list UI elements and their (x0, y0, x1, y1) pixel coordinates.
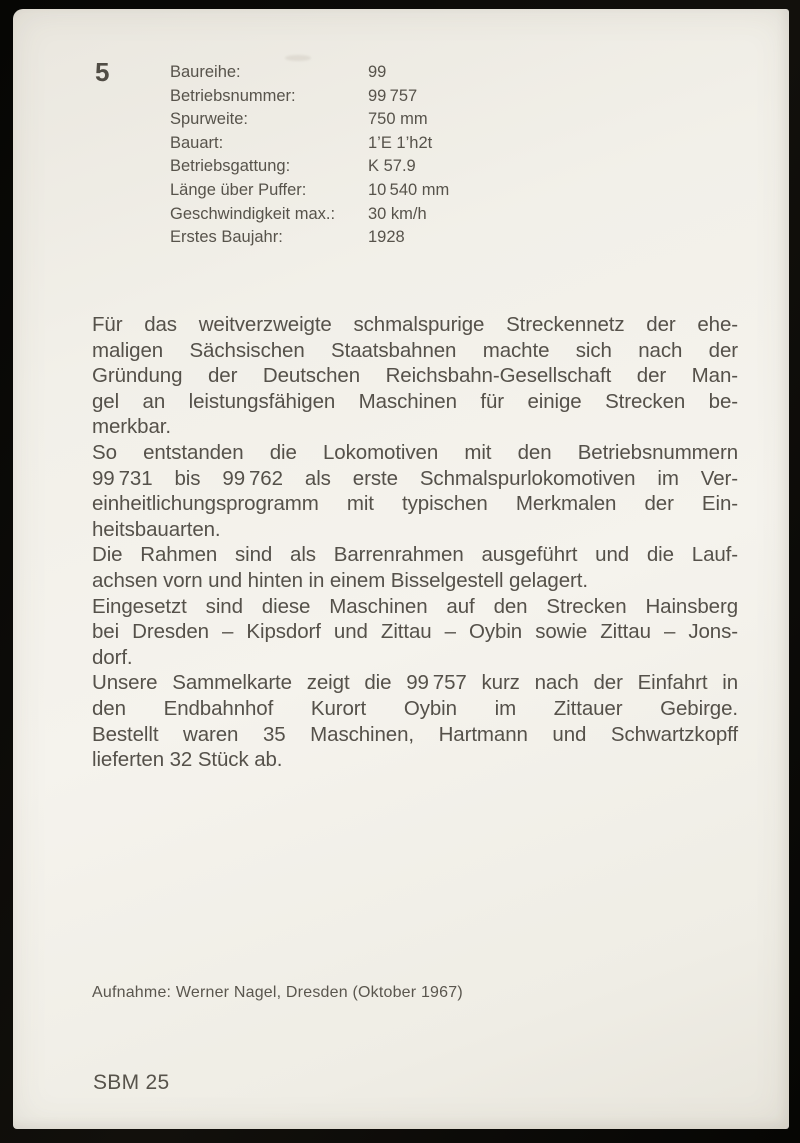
spec-label: Erstes Baujahr: (170, 228, 283, 247)
text-line: Für das weitverzweigte schmalspurige Streckennetz der ehe- (92, 313, 738, 336)
paragraph (92, 312, 738, 440)
spec-row (170, 226, 600, 250)
text-line: bei Dresden – Kipsdorf und Zittau – Oybin sowie Zittau – Jons- (92, 620, 738, 644)
paragraph (92, 440, 738, 542)
spec-label: Geschwindigkeit max.: (170, 204, 336, 223)
spec-row (170, 155, 600, 179)
text-line: maligen Sächsischen Staatsbahnen machte sich nach der (92, 338, 738, 362)
text-line: heitsbauarten. (92, 517, 221, 541)
paragraph (92, 542, 738, 593)
spec-row (170, 132, 600, 156)
spec-value: 1’E 1’h2t (368, 133, 433, 152)
spec-table (170, 61, 600, 250)
spec-label: Baureihe: (170, 63, 241, 81)
spec-value: 1928 (368, 228, 405, 247)
collector-card-back (13, 9, 789, 1129)
spec-value: 30 km/h (368, 204, 427, 223)
text-line: merkbar. (92, 415, 171, 439)
text-line: lieferten 32 Stück ab. (92, 748, 283, 772)
spec-label: Spurweite: (170, 110, 248, 129)
photo-credit: Aufnahme: Werner Nagel, Dresden (Oktober 1967) (92, 984, 463, 1001)
text-line: Gründung der Deutschen Reichsbahn-Gesellschaft der Man- (92, 364, 738, 388)
body-text (92, 312, 738, 773)
spec-row (170, 85, 600, 109)
spec-value: 99 (368, 63, 387, 81)
text-line: den Endbahnhof Kurort Oybin im Zittauer Gebirge. (92, 696, 738, 720)
text-line: Unsere Sammelkarte zeigt die 99 757 kurz nach der Einfahrt in (92, 671, 738, 695)
card-number: 5 (95, 57, 110, 87)
text-line: 99 731 bis 99 762 als erste Schmalspurlokomotiven im Ver- (92, 466, 738, 490)
spec-label: Betriebsnummer: (170, 86, 296, 105)
paragraph (92, 594, 738, 671)
spec-value: 10 540 mm (368, 180, 450, 199)
card-series-code: SBM 25 (93, 1071, 170, 1094)
text-line: Bestellt waren 35 Maschinen, Hartmann und Schwartzkopff (92, 722, 738, 746)
text-line: achsen vorn und hinten in einem Bisselgestell gelagert. (92, 568, 588, 592)
spec-row (170, 108, 600, 132)
text-line: dorf. (92, 645, 133, 669)
spec-value: K 57.9 (368, 157, 416, 176)
spec-label: Betriebsgattung: (170, 157, 291, 176)
spec-label: Länge über Puffer: (170, 180, 307, 199)
spec-row (170, 61, 600, 85)
text-line: So entstanden die Lokomotiven mit den Betriebsnummern (92, 440, 738, 464)
text-line: Eingesetzt sind diese Maschinen auf den Strecken Hainsberg (92, 594, 738, 618)
text-line: Die Rahmen sind als Barrenrahmen ausgeführt und die Lauf- (92, 543, 738, 567)
spec-value: 99 757 (368, 86, 418, 105)
spec-row (170, 179, 600, 203)
spec-row (170, 203, 600, 227)
spec-label: Bauart: (170, 133, 224, 152)
paragraph (92, 670, 738, 772)
spec-value: 750 mm (368, 110, 428, 129)
text-line: einheitlichungsprogramm mit typischen Merkmalen der Ein- (92, 492, 738, 516)
text-line: gel an leistungsfähigen Maschinen für einige Strecken be- (92, 389, 738, 413)
